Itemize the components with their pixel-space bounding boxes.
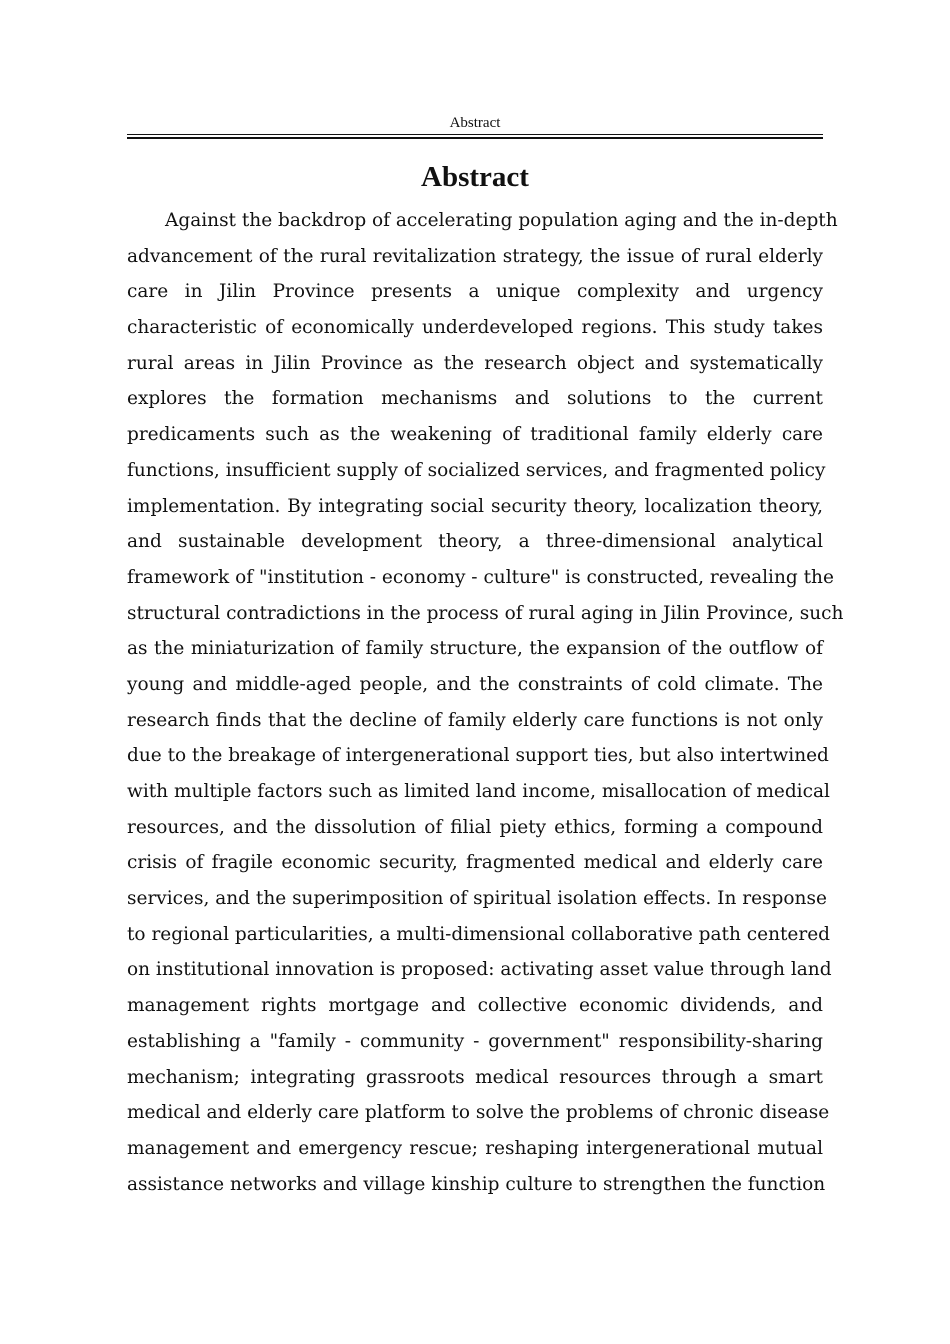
- header-rule: [127, 134, 823, 139]
- abstract-line: characteristic of economically underdeveloped regions. This study takes: [127, 317, 823, 339]
- abstract-body: [127, 203, 844, 1202]
- abstract-line: framework of "institution - economy - culture" is constructed, revealing the: [127, 566, 834, 588]
- abstract-line: to regional particularities, a multi-dimensional collaborative path centered: [127, 923, 831, 945]
- abstract-line: and sustainable development theory, a three-dimensional analytical: [127, 531, 823, 553]
- abstract-line: as the miniaturization of family structure, the expansion of the outflow of: [127, 638, 823, 660]
- abstract-line: predicaments such as the weakening of traditional family elderly care: [127, 424, 823, 446]
- abstract-line: due to the breakage of intergenerational support ties, but also intertwined: [127, 745, 829, 767]
- abstract-line: explores the formation mechanisms and solutions to the current: [127, 388, 823, 410]
- abstract-line: management and emergency rescue; reshaping intergenerational mutual: [127, 1137, 823, 1159]
- abstract-line: establishing a "family - community - government" responsibility-sharing: [127, 1030, 823, 1052]
- running-header: Abstract: [449, 115, 501, 131]
- abstract-line: implementation. By integrating social security theory, localization theory,: [127, 495, 823, 517]
- abstract-line: on institutional innovation is proposed: activating asset value through land: [127, 959, 832, 981]
- abstract-line: care in Jilin Province presents a unique complexity and urgency: [127, 281, 823, 303]
- abstract-line: with multiple factors such as limited land income, misallocation of medical: [127, 781, 830, 802]
- abstract-line: functions, insufficient supply of socialized services, and fragmented policy: [127, 459, 826, 481]
- abstract-line: Against the backdrop of accelerating population aging and the in-depth: [165, 210, 838, 231]
- abstract-line: management rights mortgage and collective economic dividends, and: [127, 995, 823, 1017]
- abstract-line: advancement of the rural revitalization strategy, the issue of rural elderly: [127, 245, 823, 267]
- abstract-line: structural contradictions in the process of rural aging in Jilin Province, such: [127, 602, 844, 624]
- abstract-line: rural areas in Jilin Province as the research object and systematically: [127, 352, 823, 374]
- abstract-line: assistance networks and village kinship culture to strengthen the function: [127, 1173, 826, 1195]
- abstract-title: Abstract: [421, 161, 529, 193]
- abstract-line: young and middle-aged people, and the constraints of cold climate. The: [127, 673, 823, 695]
- abstract-line: mechanism; integrating grassroots medical resources through a smart: [127, 1066, 823, 1088]
- abstract-line: resources, and the dissolution of filial piety ethics, forming a compound: [127, 816, 823, 838]
- abstract-line: research finds that the decline of family elderly care functions is not only: [127, 709, 823, 731]
- abstract-line: services, and the superimposition of spiritual isolation effects. In response: [127, 888, 827, 910]
- abstract-line: medical and elderly care platform to solve the problems of chronic disease: [127, 1102, 830, 1124]
- abstract-line: crisis of fragile economic security, fragmented medical and elderly care: [127, 852, 823, 874]
